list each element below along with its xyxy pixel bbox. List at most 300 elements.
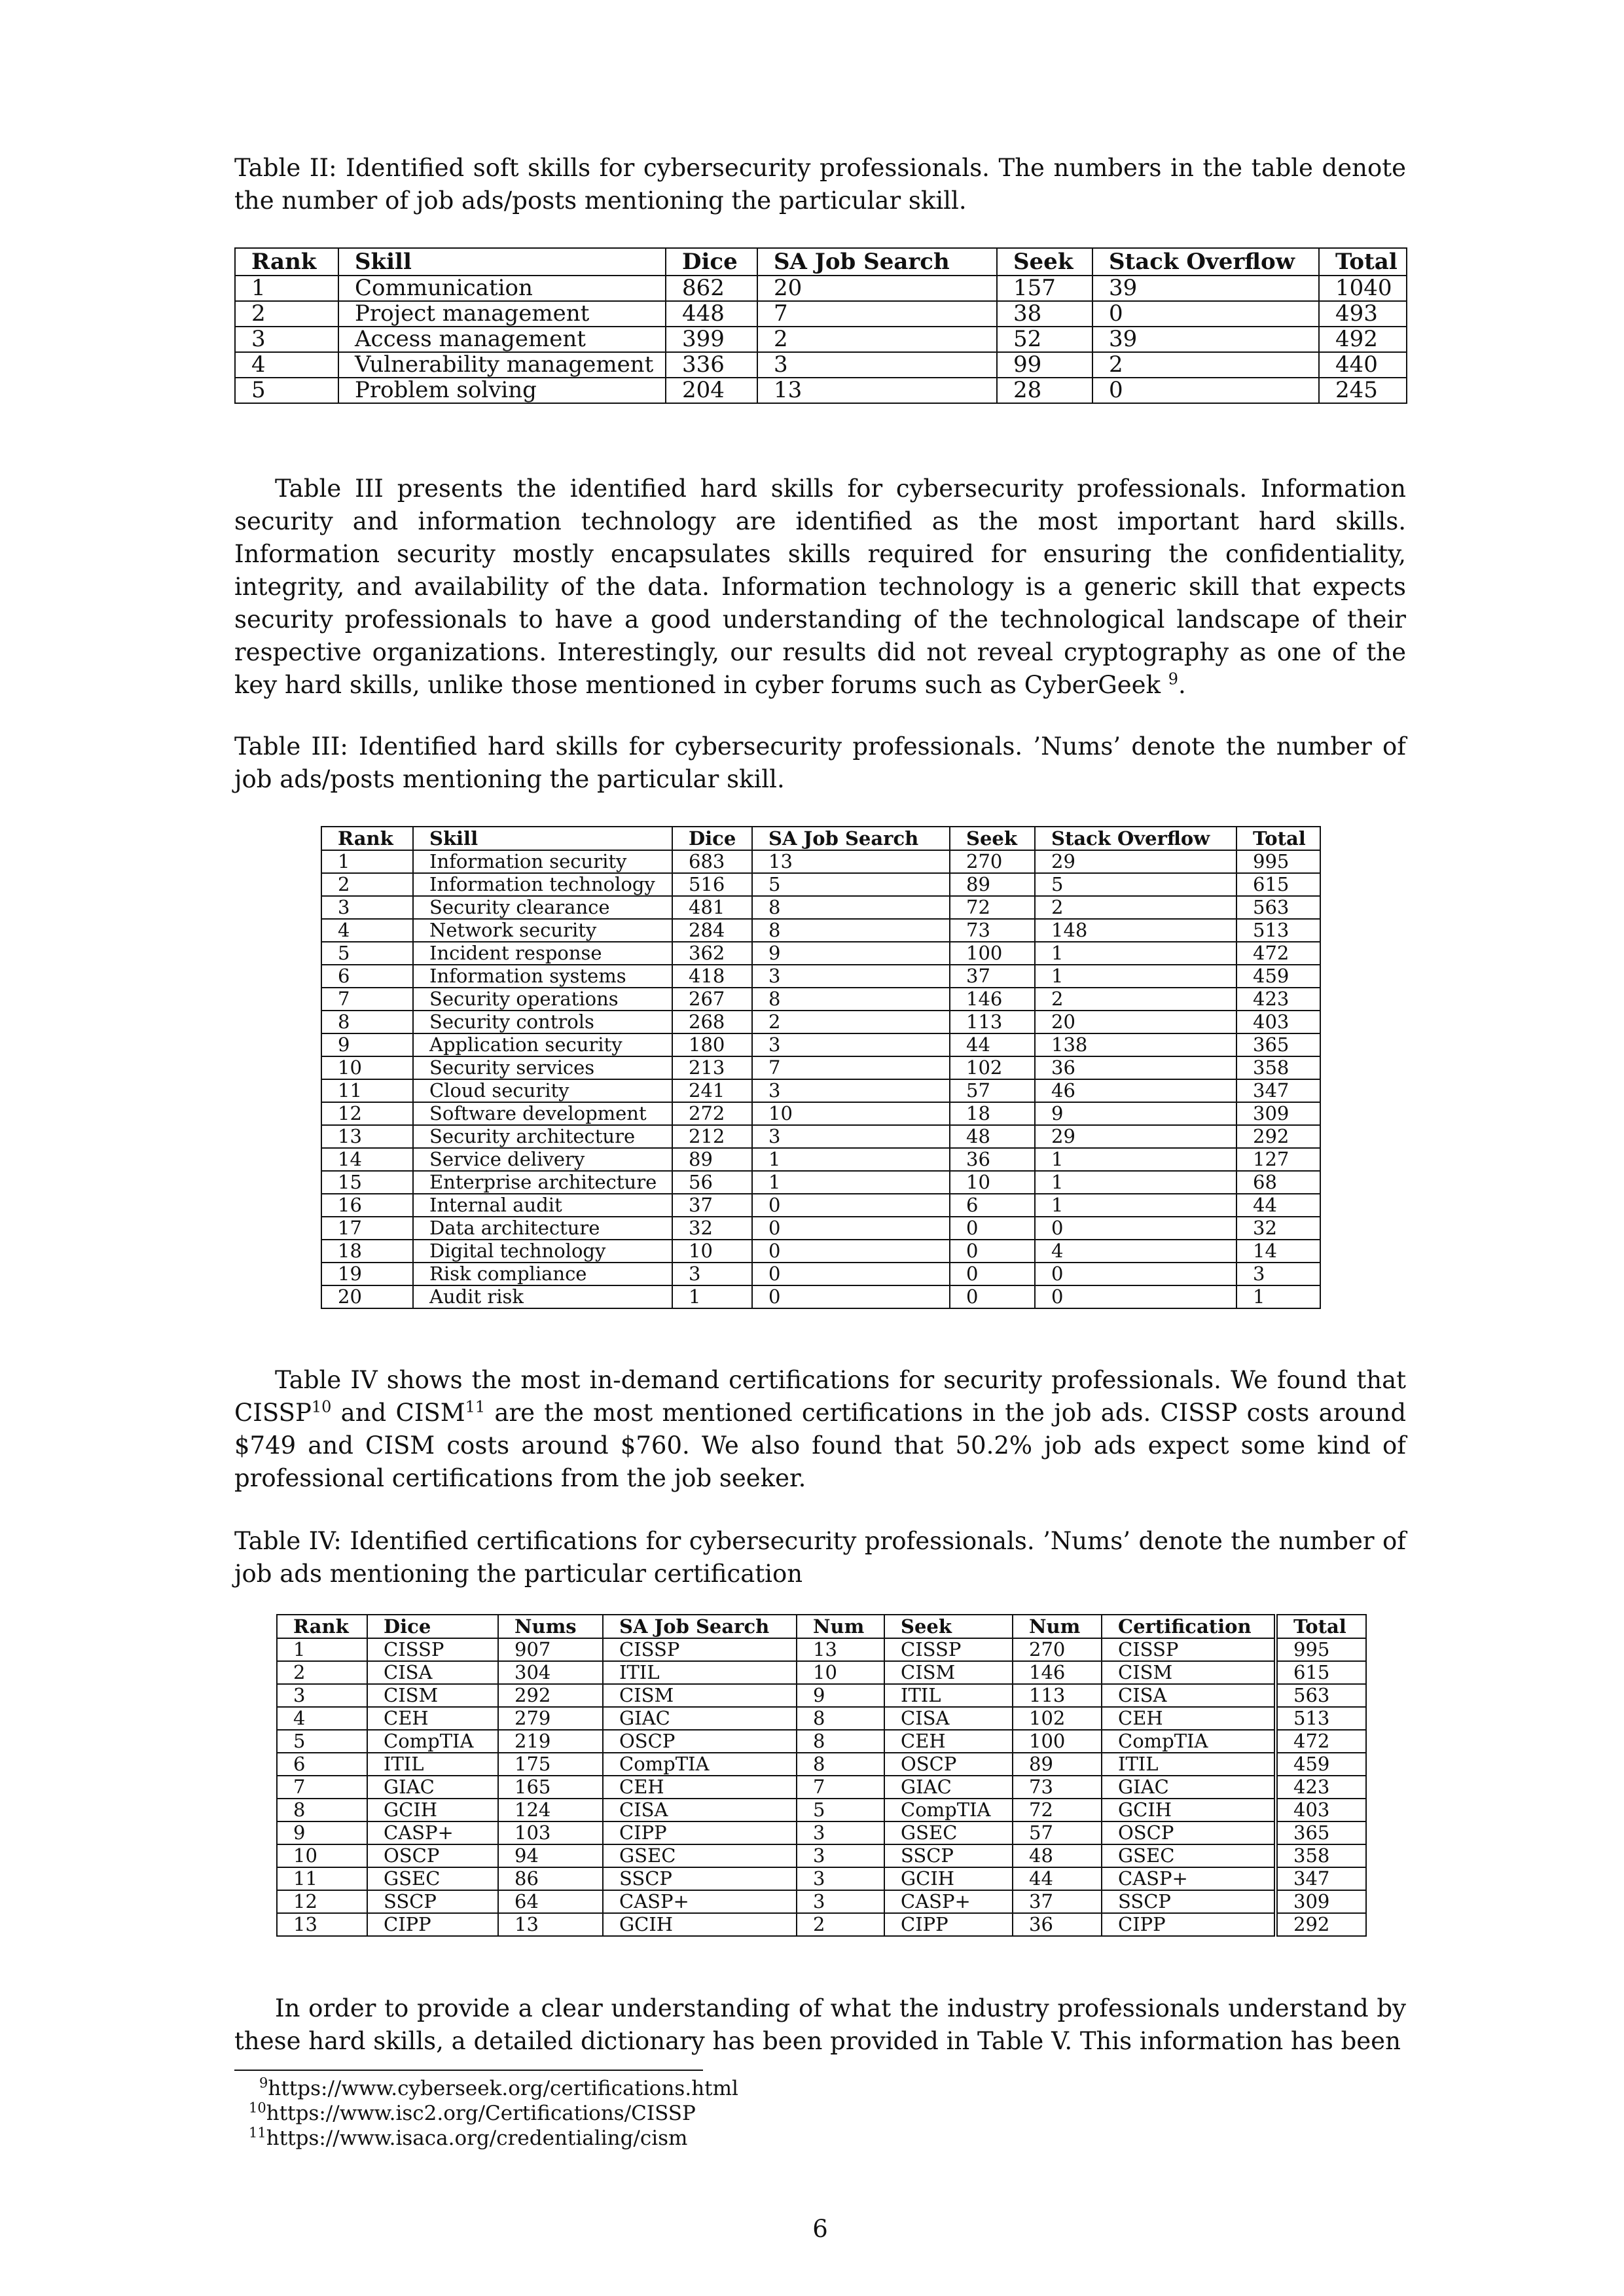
table-cell: 2 [797, 1913, 884, 1936]
table-cell: 72 [950, 896, 1035, 919]
table-cell: 5 [235, 378, 338, 403]
table-cell: 563 [1276, 1684, 1366, 1707]
table-row [235, 276, 1407, 301]
table-cell: CASP+ [884, 1890, 1013, 1913]
table-row [321, 1056, 1320, 1079]
table-cell: 148 [1035, 919, 1236, 942]
table-cell: 52 [997, 327, 1092, 352]
table-cell: 365 [1276, 1821, 1366, 1844]
table-row [277, 1913, 1366, 1936]
table-cell: 113 [1013, 1684, 1102, 1707]
column-header: Skill [413, 827, 672, 850]
table-cell: CISSP [1102, 1638, 1276, 1661]
table-cell: 1 [752, 1171, 950, 1194]
table-cell: OSCP [1102, 1821, 1276, 1844]
table-cell: 2 [1035, 988, 1236, 1011]
column-header: Total [1236, 827, 1320, 850]
table-cell: 3 [797, 1867, 884, 1890]
table-cell: 138 [1035, 1033, 1236, 1056]
paragraph-hard-skills: Table III presents the identified hard skills for cybersecurity professionals. Information security and information technology are identified as the most important hard skills. Information security mostly encapsulates skills required for ensuring the confidentiality, integrity, and availability of the data. Information technology is a generic skill that expects security professionals to have a good understanding of the technological landscape of their respective organizations. Interestingly, our results did not reveal cryptography as one of the key hard skills, unlike those mentioned in cyber forums such as CyberGeek $^9$. [234, 475, 1406, 699]
table-cell: 0 [752, 1194, 950, 1217]
column-header: SA Job Search [603, 1615, 797, 1638]
table-cell: CIPP [603, 1821, 797, 1844]
table-row [321, 1263, 1320, 1285]
table-cell: CISSP [884, 1638, 1013, 1661]
table-cell: 309 [1236, 1102, 1320, 1125]
table-cell: 39 [1092, 276, 1319, 301]
table-cell: Project management [338, 301, 666, 327]
table-cell: 5 [752, 873, 950, 896]
table-cell: 1 [752, 1148, 950, 1171]
table-cell: 440 [1319, 352, 1407, 378]
table-cell: 7 [757, 301, 997, 327]
table-cell: 267 [672, 988, 752, 1011]
table-cell: 995 [1236, 850, 1320, 873]
table-cell: 3 [752, 1125, 950, 1148]
footnote-ref-10: 10 [311, 1397, 332, 1416]
table-cell: 2 [1035, 896, 1236, 919]
table-row [321, 873, 1320, 896]
table-cell: 44 [1013, 1867, 1102, 1890]
table-cell: 309 [1276, 1890, 1366, 1913]
column-header: Num [1013, 1615, 1102, 1638]
table-cell: Access management [338, 327, 666, 352]
table-cell: 403 [1276, 1799, 1366, 1821]
column-header: Rank [277, 1615, 367, 1638]
table-cell: CISM [603, 1684, 797, 1707]
table-cell: 14 [1236, 1240, 1320, 1263]
table-cell: 204 [666, 378, 757, 403]
table-cell: 493 [1319, 301, 1407, 327]
table-cell: CISSP [367, 1638, 498, 1661]
table-cell: 36 [950, 1148, 1035, 1171]
table-cell: 165 [498, 1776, 603, 1799]
table-cell: Service delivery [413, 1148, 672, 1171]
table-cell: GSEC [603, 1844, 797, 1867]
table-row [321, 850, 1320, 873]
table-cell: 268 [672, 1011, 752, 1033]
table-cell: 563 [1236, 896, 1320, 919]
table-cell: 37 [672, 1194, 752, 1217]
table-cell: 212 [672, 1125, 752, 1148]
table-cell: 113 [950, 1011, 1035, 1033]
table-cell: 3 [752, 1033, 950, 1056]
table-cell: SSCP [603, 1867, 797, 1890]
table-cell: CEH [367, 1707, 498, 1730]
table-row [321, 1079, 1320, 1102]
table-cell: CEH [1102, 1707, 1276, 1730]
table-cell: 513 [1276, 1707, 1366, 1730]
table-cell: 365 [1236, 1033, 1320, 1056]
table-cell: 100 [1013, 1730, 1102, 1753]
table-row [321, 1285, 1320, 1308]
table-cell: 683 [672, 850, 752, 873]
column-header: Nums [498, 1615, 603, 1638]
column-header: SA Job Search [752, 827, 950, 850]
table-cell: 347 [1276, 1867, 1366, 1890]
paragraph-dictionary: In order to provide a clear understanding of what the industry professionals understand by these hard skills, a detailed dictionary has been provided in Table V. This information has been [234, 1994, 1406, 2055]
table-row [277, 1753, 1366, 1776]
table-cell: GCIH [367, 1799, 498, 1821]
table-cell: GSEC [1102, 1844, 1276, 1867]
table-cell: 10 [797, 1661, 884, 1684]
table-cell: 13 [752, 850, 950, 873]
table-cell: 48 [1013, 1844, 1102, 1867]
table-cell: CompTIA [884, 1799, 1013, 1821]
table-row [321, 1217, 1320, 1240]
table-cell: 1 [277, 1638, 367, 1661]
table-cell: 516 [672, 873, 752, 896]
table-cell: Security clearance [413, 896, 672, 919]
table-cell: 284 [672, 919, 752, 942]
table-cell: 9 [752, 942, 950, 965]
table-cell: 20 [1035, 1011, 1236, 1033]
table-cell: 56 [672, 1171, 752, 1194]
table-cell: 13 [498, 1913, 603, 1936]
table-cell: Security operations [413, 988, 672, 1011]
table-cell: 29 [1035, 1125, 1236, 1148]
column-header: Total [1276, 1615, 1366, 1638]
table-cell: 102 [1013, 1707, 1102, 1730]
table-cell: 18 [321, 1240, 413, 1263]
table-cell: 1 [1035, 1171, 1236, 1194]
table-cell: 5 [797, 1799, 884, 1821]
table-cell: 358 [1236, 1056, 1320, 1079]
table-cell: 1 [1035, 1148, 1236, 1171]
table-cell: CISA [884, 1707, 1013, 1730]
table-cell: 2 [235, 301, 338, 327]
table-cell: Information systems [413, 965, 672, 988]
table-cell: 146 [950, 988, 1035, 1011]
table-cell: GIAC [603, 1707, 797, 1730]
table-cell: Information technology [413, 873, 672, 896]
table-cell: 103 [498, 1821, 603, 1844]
footnote-9: $^9$https://www.cyberseek.org/certifications.html [259, 2075, 738, 2100]
table-cell: ITIL [884, 1684, 1013, 1707]
table-cell: Problem solving [338, 378, 666, 403]
table-cell: 89 [950, 873, 1035, 896]
table-iii-caption: Table III: Identified hard skills for cybersecurity professionals. ’Nums’ denote the number of job ads/posts mentioning the particular skill. [234, 732, 1406, 793]
table-row [321, 1033, 1320, 1056]
table-ii [234, 247, 1407, 404]
table-cell: 10 [672, 1240, 752, 1263]
column-header: Total [1319, 248, 1407, 276]
footnote-10: $^{10}$https://www.isc2.org/Certifications/CISSP [249, 2100, 696, 2125]
table-cell: 9 [277, 1821, 367, 1844]
page-number: 6 [812, 2215, 828, 2243]
table-cell: Security services [413, 1056, 672, 1079]
table-cell: 10 [277, 1844, 367, 1867]
table-cell: GSEC [884, 1821, 1013, 1844]
table-cell: CISA [367, 1661, 498, 1684]
table-iv-caption: Table IV: Identified certifications for cybersecurity professionals. ’Nums’ denote the number of job ads mentioning the particular certification [234, 1527, 1406, 1588]
table-cell: 1040 [1319, 276, 1407, 301]
table-cell: 2 [1092, 352, 1319, 378]
table-cell: 292 [1236, 1125, 1320, 1148]
footnote-11: $^{11}$https://www.isaca.org/credentialing/cism [249, 2125, 688, 2150]
table-cell: 3 [672, 1263, 752, 1285]
table-cell: 4 [235, 352, 338, 378]
table-cell: CISSP [603, 1638, 797, 1661]
table-row [277, 1638, 1366, 1661]
table-cell: 12 [321, 1102, 413, 1125]
table-cell: 3 [797, 1890, 884, 1913]
table-cell: 68 [1236, 1171, 1320, 1194]
table-iv [276, 1614, 1367, 1937]
table-cell: 8 [321, 1011, 413, 1033]
column-header: Certification [1102, 1615, 1276, 1638]
table-cell: CISA [603, 1799, 797, 1821]
table-row [321, 896, 1320, 919]
table-cell: 9 [321, 1033, 413, 1056]
table-cell: 20 [757, 276, 997, 301]
table-cell: Communication [338, 276, 666, 301]
table-cell: 2 [752, 1011, 950, 1033]
table-cell: CISM [367, 1684, 498, 1707]
table-cell: 615 [1236, 873, 1320, 896]
table-cell: 36 [1013, 1913, 1102, 1936]
table-row [235, 327, 1407, 352]
table-cell: 3 [321, 896, 413, 919]
table-cell: GSEC [367, 1867, 498, 1890]
table-row [277, 1799, 1366, 1821]
table-cell: 995 [1276, 1638, 1366, 1661]
table-cell: 44 [1236, 1194, 1320, 1217]
table-ii-caption: Table II: Identified soft skills for cybersecurity professionals. The numbers in the table denote the number of job ads/posts mentioning the particular skill. [234, 154, 1406, 215]
table-cell: Security controls [413, 1011, 672, 1033]
table-cell: 0 [950, 1240, 1035, 1263]
table-cell: 347 [1236, 1079, 1320, 1102]
table-cell: 10 [950, 1171, 1035, 1194]
table-cell: 29 [1035, 850, 1236, 873]
table-cell: 9 [797, 1684, 884, 1707]
table-cell: CompTIA [367, 1730, 498, 1753]
table-row [321, 942, 1320, 965]
table-cell: GIAC [1102, 1776, 1276, 1799]
table-cell: 336 [666, 352, 757, 378]
table-cell: 1 [672, 1285, 752, 1308]
table-cell: 13 [277, 1913, 367, 1936]
table-cell: 19 [321, 1263, 413, 1285]
footnote-ref-11: 11 [465, 1397, 486, 1416]
table-cell: 8 [752, 919, 950, 942]
table-cell: 418 [672, 965, 752, 988]
table-cell: CEH [884, 1730, 1013, 1753]
table-cell: 3 [752, 1079, 950, 1102]
table-cell: CISM [884, 1661, 1013, 1684]
column-header: Dice [672, 827, 752, 850]
table-cell: 32 [672, 1217, 752, 1240]
table-cell: 4 [1035, 1240, 1236, 1263]
table-cell: 175 [498, 1753, 603, 1776]
table-cell: Software development [413, 1102, 672, 1125]
table-cell: 5 [277, 1730, 367, 1753]
table-cell: 279 [498, 1707, 603, 1730]
table-cell: SSCP [367, 1890, 498, 1913]
footnote-ref-9: 9 [1168, 670, 1179, 689]
table-cell: 6 [321, 965, 413, 988]
table-cell: CIPP [367, 1913, 498, 1936]
table-cell: 73 [1013, 1776, 1102, 1799]
table-cell: 28 [997, 378, 1092, 403]
table-cell: 459 [1276, 1753, 1366, 1776]
table-cell: 213 [672, 1056, 752, 1079]
table-cell: 7 [277, 1776, 367, 1799]
table-iii [321, 826, 1321, 1309]
table-cell: 13 [757, 378, 997, 403]
column-header: Skill [338, 248, 666, 276]
table-cell: 2 [757, 327, 997, 352]
table-row [321, 1011, 1320, 1033]
footnote-rule [234, 2070, 703, 2071]
table-cell: 0 [1035, 1217, 1236, 1240]
table-cell: 124 [498, 1799, 603, 1821]
table-cell: CISM [1102, 1661, 1276, 1684]
table-cell: 1 [1035, 1194, 1236, 1217]
table-cell: OSCP [367, 1844, 498, 1867]
table-cell: 16 [321, 1194, 413, 1217]
column-header: Seek [884, 1615, 1013, 1638]
table-cell: 3 [277, 1684, 367, 1707]
table-cell: SSCP [1102, 1890, 1276, 1913]
table-cell: ITIL [603, 1661, 797, 1684]
table-cell: Network security [413, 919, 672, 942]
column-header: Seek [997, 248, 1092, 276]
table-cell: SSCP [884, 1844, 1013, 1867]
table-cell: 36 [1035, 1056, 1236, 1079]
table-cell: CASP+ [1102, 1867, 1276, 1890]
table-row [277, 1776, 1366, 1799]
table-cell: 0 [1092, 301, 1319, 327]
table-cell: 73 [950, 919, 1035, 942]
table-cell: 10 [321, 1056, 413, 1079]
table-row [277, 1684, 1366, 1707]
table-cell: CASP+ [603, 1890, 797, 1913]
table-cell: 0 [752, 1217, 950, 1240]
table-cell: ITIL [1102, 1753, 1276, 1776]
table-cell: 862 [666, 276, 757, 301]
table-cell: Information security [413, 850, 672, 873]
table-cell: 3 [797, 1844, 884, 1867]
table-cell: CASP+ [367, 1821, 498, 1844]
table-cell: 18 [950, 1102, 1035, 1125]
table-cell: 358 [1276, 1844, 1366, 1867]
table-cell: 32 [1236, 1217, 1320, 1240]
table-cell: 472 [1236, 942, 1320, 965]
table-row [321, 919, 1320, 942]
table-cell: 4 [321, 919, 413, 942]
table-cell: 448 [666, 301, 757, 327]
table-cell: Audit risk [413, 1285, 672, 1308]
table-cell: 459 [1236, 965, 1320, 988]
table-row [321, 965, 1320, 988]
table-row [321, 1194, 1320, 1217]
table-cell: Application security [413, 1033, 672, 1056]
table-row [277, 1890, 1366, 1913]
table-cell: 423 [1276, 1776, 1366, 1799]
table-cell: Cloud security [413, 1079, 672, 1102]
table-cell: 12 [277, 1890, 367, 1913]
table-cell: 6 [950, 1194, 1035, 1217]
table-cell: 0 [752, 1285, 950, 1308]
table-cell: GIAC [884, 1776, 1013, 1799]
table-cell: Security architecture [413, 1125, 672, 1148]
table-row [277, 1821, 1366, 1844]
table-cell: ITIL [367, 1753, 498, 1776]
table-row [277, 1707, 1366, 1730]
column-header: Dice [367, 1615, 498, 1638]
table-cell: 245 [1319, 378, 1407, 403]
table-cell: 180 [672, 1033, 752, 1056]
column-header: Seek [950, 827, 1035, 850]
table-row [277, 1661, 1366, 1684]
table-cell: 9 [1035, 1102, 1236, 1125]
table-cell: 13 [797, 1638, 884, 1661]
table-cell: 127 [1236, 1148, 1320, 1171]
table-cell: 11 [277, 1867, 367, 1890]
table-cell: 292 [498, 1684, 603, 1707]
table-cell: CompTIA [603, 1753, 797, 1776]
table-cell: 13 [321, 1125, 413, 1148]
table-cell: CISA [1102, 1684, 1276, 1707]
table-cell: 403 [1236, 1011, 1320, 1033]
table-cell: GCIH [603, 1913, 797, 1936]
table-cell: Internal audit [413, 1194, 672, 1217]
table-row [277, 1867, 1366, 1890]
table-cell: 11 [321, 1079, 413, 1102]
table-cell: Enterprise architecture [413, 1171, 672, 1194]
table-cell: 6 [277, 1753, 367, 1776]
table-cell: 5 [1035, 873, 1236, 896]
table-cell: 15 [321, 1171, 413, 1194]
table-cell: 57 [1013, 1821, 1102, 1844]
table-cell: CIPP [1102, 1913, 1276, 1936]
table-cell: 39 [1092, 327, 1319, 352]
table-cell: 615 [1276, 1661, 1366, 1684]
table-cell: GIAC [367, 1776, 498, 1799]
table-cell: 0 [950, 1285, 1035, 1308]
table-cell: 72 [1013, 1799, 1102, 1821]
table-cell: GCIH [1102, 1799, 1276, 1821]
table-cell: Data architecture [413, 1217, 672, 1240]
table-cell: 3 [1236, 1263, 1320, 1285]
table-cell: 14 [321, 1148, 413, 1171]
table-row [277, 1730, 1366, 1753]
table-cell: 0 [950, 1217, 1035, 1240]
table-cell: 8 [752, 896, 950, 919]
table-cell: 8 [277, 1799, 367, 1821]
table-row [235, 301, 1407, 327]
column-header: Rank [321, 827, 413, 850]
column-header: Stack Overflow [1035, 827, 1236, 850]
table-row [321, 988, 1320, 1011]
table-cell: 3 [752, 965, 950, 988]
table-cell: 3 [797, 1821, 884, 1844]
table-cell: 2 [277, 1661, 367, 1684]
table-cell: 99 [997, 352, 1092, 378]
table-cell: 8 [797, 1753, 884, 1776]
table-cell: 270 [1013, 1638, 1102, 1661]
table-cell: 3 [235, 327, 338, 352]
table-cell: 1 [1236, 1285, 1320, 1308]
table-cell: 17 [321, 1217, 413, 1240]
table-cell: 0 [1035, 1285, 1236, 1308]
table-cell: 241 [672, 1079, 752, 1102]
table-cell: 472 [1276, 1730, 1366, 1753]
paragraph-certifications: Table IV shows the most in-demand certifications for security professionals. We found that CISSP$^{10}$ and CISM$^{11}$ are the most mentioned certifications in the job ads. CISSP costs around $749 and CISM costs around $760. We also found that 50.2% job ads expect some kind of professional certifications from the job seeker. [234, 1366, 1406, 1492]
table-cell: 48 [950, 1125, 1035, 1148]
table-cell: 5 [321, 942, 413, 965]
